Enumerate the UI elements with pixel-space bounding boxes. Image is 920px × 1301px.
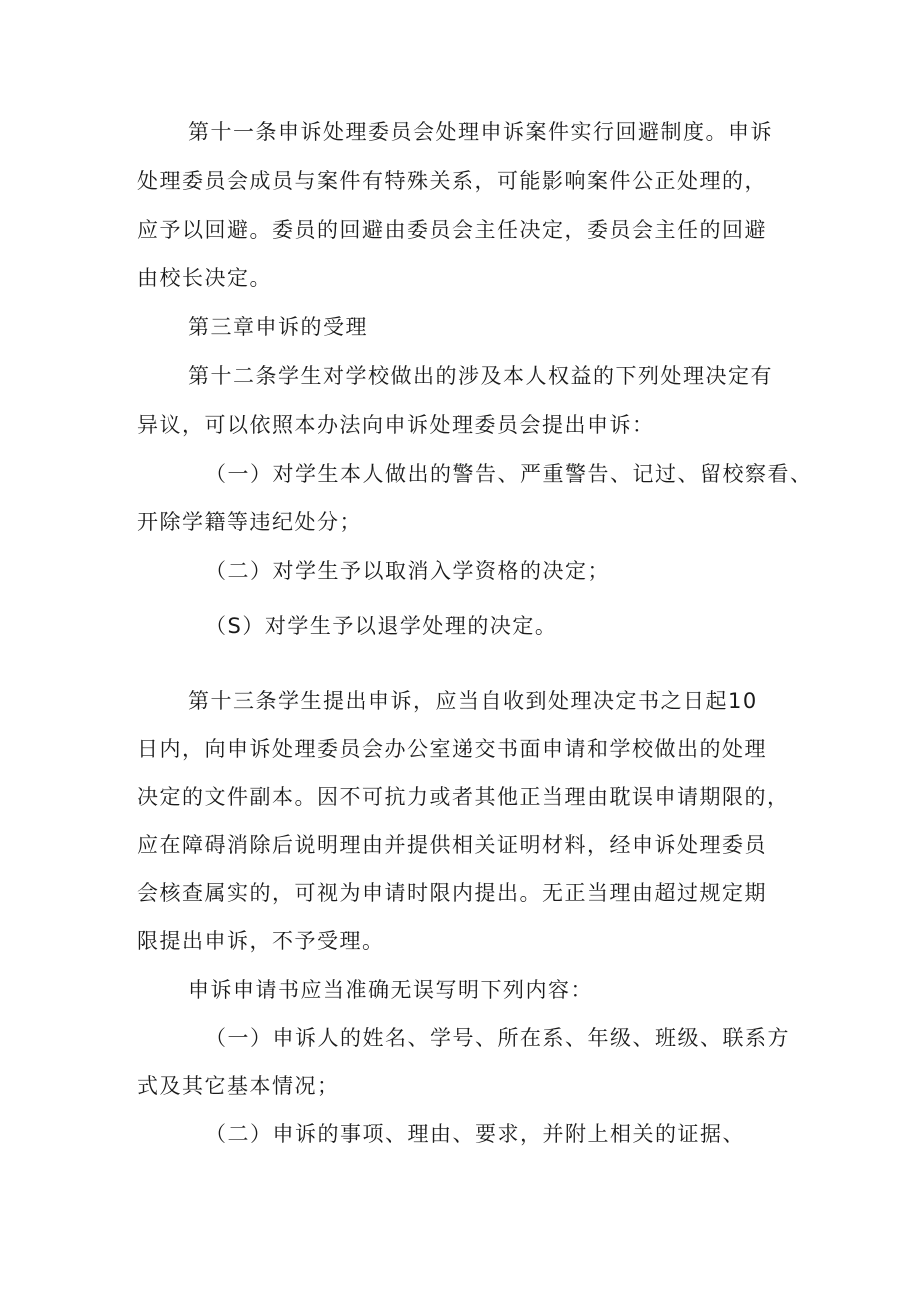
list-item: （二）申诉的事项、理由、要求，并附上相关的证据、 [205, 1122, 745, 1146]
text-line: 第十二条学生对学校做出的涉及本人权益的下列处理决定有 [188, 364, 773, 388]
list-item: （一）对学生本人做出的警告、严重警告、记过、留校察看、 [205, 462, 813, 486]
list-item: （二）对学生予以取消入学资格的决定； [205, 559, 610, 583]
text-line: 决定的文件副本。因不可抗力或者其他正当理由耽误申请期限的， [137, 785, 790, 809]
text-line: 处理委员会成员与案件有特殊关系，可能影响案件公正处理的， [137, 169, 767, 193]
text-line: 应予以回避。委员的回避由委员会主任决定，委员会主任的回避 [137, 218, 767, 242]
text-line: 日内，向申诉处理委员会办公室递交书面申请和学校做出的处理 [137, 737, 767, 761]
text-line: 开除学籍等违纪处分； [137, 510, 362, 534]
text-line: 申诉申请书应当准确无误写明下列内容： [188, 978, 593, 1002]
text-line: 由校长决定。 [137, 266, 272, 290]
text-line: 限提出申诉，不予受理。 [137, 929, 385, 953]
text-line: 第十三条学生提出申诉，应当自收到处理决定书之日起10 [188, 689, 758, 713]
text-line: 第十一条申诉处理委员会处理申诉案件实行回避制度。申诉 [188, 120, 773, 144]
text-line: 异议，可以依照本办法向申诉处理委员会提出申诉： [137, 413, 655, 437]
text-line: 应在障碍消除后说明理由并提供相关证明材料，经申诉处理委员 [137, 833, 767, 857]
chapter-heading: 第三章申诉的受理 [188, 315, 368, 339]
text-line: 会核查属实的，可视为申请时限内提出。无正当理由超过规定期 [137, 881, 767, 905]
list-item: （一）申诉人的姓名、学号、所在系、年级、班级、联系方 [205, 1026, 790, 1050]
list-item: （S）对学生予以退学处理的决定。 [205, 614, 558, 638]
text-line: 式及其它基本情况； [137, 1074, 340, 1098]
